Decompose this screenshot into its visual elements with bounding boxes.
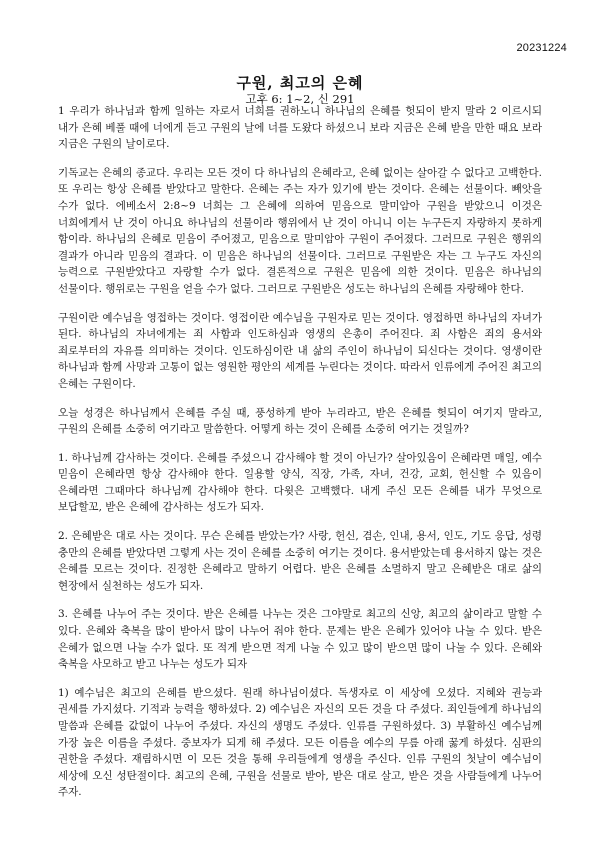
scripture-text-paragraph: 1 우리가 하나님과 함께 일하는 자로서 너희를 권하노니 하나님의 은혜를 헛되이 받지 말라 2 이르시되 내가 은혜 베풀 때에 너에게 듣고 구원의 날에 너를 도왔다 하셨으니 보라 지금은 은혜 받을 만한 때요 보라 지금은 구원의 날이로다. (58, 105, 542, 151)
conclusion-paragraph: 1) 예수님은 최고의 은혜를 받으셨다. 원래 하나님이셨다. 독생자로 이 세상에 오셨다. 지혜와 권능과 권세를 가지셨다. 기적과 능력을 행하셨다. 2) 예수님은 자신의 모든 것을 다 주셨다. 죄인들에게 하나님의 말씀과 은혜를 값없이 나누어 주셨다. 자신의 생명도 주셨다. 인류를 구원하셨다. 3) 부활하신 예수님께 가장 높은 이름을 주셨다. 중보자가 되게 해 주셨다. 모든 이름을 예수의 무릎 아래 꿇게 하셨다. 심판의 권한을 주셨다. 재림하시면 이 모든 것을 통해 우리들에게 영생을 주신다. 인류 구원의 첫날이 예수님이 세상에 오신 성탄절이다. 최고의 은혜, 구원을 선물로 받아, 받은 대로 살고, 받은 것을 사람들에게 나누어 주자. (58, 686, 542, 799)
point-2-paragraph: 2. 은혜받은 대로 사는 것이다. 무슨 은혜를 받았는가? 사랑, 헌신, 겸손, 인내, 용서, 인도, 기도 응답, 성령 충만의 은혜를 받았다면 그렇게 사는 것이 은혜를 소중히 여기는 것이다. 용서받았는데 용서하지 않는 것은 은혜를 모르는 것이다. 진정한 은혜라고 말하기 어렵다. 받은 은혜를 소멸하지 말고 은혜받은 대로 삶의 현장에서 실천하는 성도가 되자. (58, 530, 542, 592)
point-3-paragraph: 3. 은혜를 나누어 주는 것이다. 받은 은혜를 나누는 것은 그야말로 최고의 신앙, 최고의 삶이라고 말할 수 있다. 은혜와 축복을 많이 받아서 많이 나누어 줘야 한다. 문제는 받은 은혜가 있어야 나눌 수 있다. 받은 은혜가 없으면 나눌 수가 없다. 또 적게 받으면 적게 나눌 수 있고 많이 받으면 많이 나눌 수 있다. 은혜와 축복을 사모하고 받고 나누는 성도가 되자 (58, 608, 542, 671)
scripture-reference: 고후 6: 1~2, 신 291 (245, 92, 355, 106)
sermon-body (58, 103, 542, 813)
salvation-definition-paragraph: 구원이란 예수님을 영접하는 것이다. 영접이란 예수님을 구원자로 믿는 것이다. 영접하면 하나님의 자녀가 된다. 하나님의 자녀에게는 죄 사함과 인도하심과 영생의 은총이 주어진다. 죄 사함은 죄의 용서와 죄로부터의 자유를 의미하는 것이다. 인도하심이란 내 삶의 주인이 하나님이 되신다는 것이다. 영생이란 하나님과 함께 사망과 고통이 없는 영원한 평안의 세계를 누린다는 것이다. 따라서 인류에게 주어진 최고의 은혜는 구원이다. (58, 311, 542, 390)
intro-paragraph: 기독교는 은혜의 종교다. 우리는 모든 것이 다 하나님의 은혜라고, 은혜 없이는 살아갈 수 없다고 고백한다. 또 우리는 항상 은혜를 받았다고 말한다. 은혜는 주는 자가 있기에 받는 것이다. 은혜는 선물이다. 빼앗을 수가 없다. 에베소서 2:8~9 너희는 그 은혜에 의하여 믿음으로 말미암아 구원을 받았으니 이것은 너희에게서 난 것이 아니요 하나님의 선물이라 행위에서 난 것이 아니니 이는 누구든지 자랑하지 못하게 함이라. 하나님의 은혜로 믿음이 주어졌고, 믿음으로 말미암아 구원이 주어졌다. 그러므로 구원은 행위의 결과가 아니라 믿음의 결과다. 이 믿음은 하나님의 선물이다. 그러므로 구원받은 자는 그 누구도 자신의 능력으로 구원받았다고 자랑할 수가 없다. 결론적으로 구원은 믿음에 의한 것이다. 믿음은 하나님의 선물이다. 행위로는 구원을 얻을 수가 없다. 그러므로 구원받은 성도는 하나님의 은혜를 자랑해야 한다. (58, 166, 542, 295)
todays-message-paragraph: 오늘 성경은 하나님께서 은혜를 주실 때, 풍성하게 받아 누리라고, 받은 은혜를 헛되이 여기지 말라고, 구원의 은혜를 소중히 여기라고 말씀한다. 어떻게 하는 것이 은혜를 소중히 여기는 것일까? (58, 406, 542, 436)
sermon-title: 구원, 최고의 은혜 (236, 74, 364, 92)
document-date: 20231224 (516, 42, 567, 54)
point-1-paragraph: 1. 하나님께 감사하는 것이다. 은혜를 주셨으니 감사해야 할 것이 아닌가? 살아있음이 은혜라면 매일, 예수 믿음이 은혜라면 항상 감사해야 한다. 일용할 양식, 직장, 가족, 자녀, 건강, 교회, 헌신할 수 있음이 은혜라면 그때마다 하나님께 감사해야 한다. 다윗은 고백했다. 내게 주신 모든 은혜를 내가 무엇으로 보답할꼬, 받은 은혜에 감사하는 성도가 되자. (58, 451, 542, 514)
